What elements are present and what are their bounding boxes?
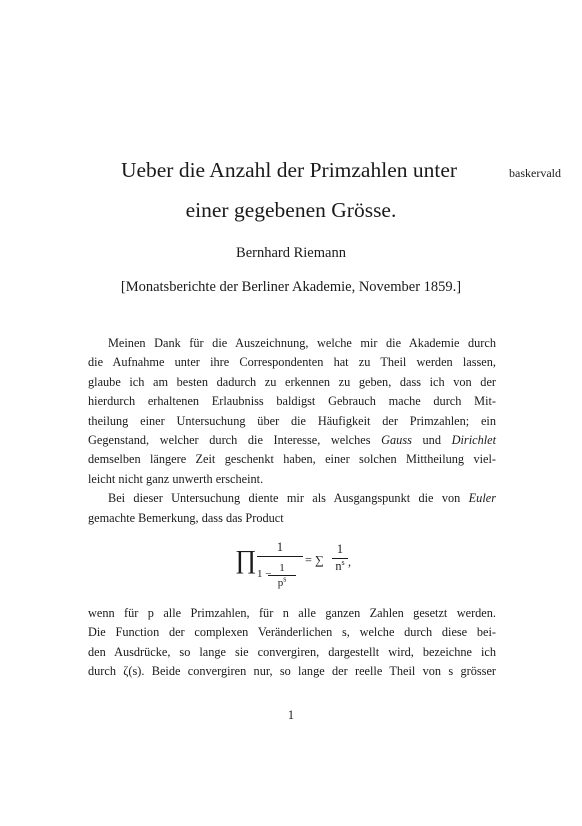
- text-line-with-names: [88, 431, 496, 450]
- product-symbol: ∏: [235, 545, 257, 574]
- title-line-2: einer gegebenen Grösse.: [185, 198, 397, 222]
- name-euler: Euler: [468, 491, 496, 506]
- one-minus: 1 −: [257, 568, 272, 580]
- inner-denominator: [268, 574, 296, 590]
- formula-comma: ,: [348, 555, 352, 569]
- exponent-s: s: [341, 557, 345, 567]
- text-line: Die Function der complexen Veränderlichen s, welche durch diese bei-: [88, 625, 496, 640]
- text-line: durch ζ(s). Beide convergiren nur, so lange der reelle Theil von s grösser: [88, 664, 496, 679]
- text-line: Meinen Dank für die Auszeichnung, welche mir die Akademie durch: [108, 336, 496, 350]
- sum-denominator: [332, 557, 348, 574]
- sum-fraction: [332, 543, 348, 573]
- fraction-bar: [257, 556, 303, 557]
- text-line: wenn für p alle Primzahlen, für n alle ganzen Zahlen gesetzt werden.: [88, 606, 496, 620]
- inner-fraction: [268, 562, 296, 589]
- text-line: theilung einer Untersuchung über die Häufigkeit der Primzahlen; ein: [88, 413, 496, 428]
- text-line: den Ausdrücke, so lange sie convergiren, dargestellt wird, bezeichne ich: [88, 644, 496, 659]
- source-citation: [Monatsberichte der Berliner Akademie, November 1859.]: [120, 279, 462, 295]
- base-p: p: [277, 577, 284, 590]
- text-line: leicht nicht ganz unwerth erscheint.: [88, 471, 264, 486]
- text-line: hierdurch erhaltenen Erlaubniss baldigst Gebrauch mache durch Mit-: [88, 394, 496, 409]
- paragraph-3: [88, 604, 496, 682]
- font-label: baskervald: [509, 166, 561, 180]
- name-dirichlet: Dirichlet: [451, 433, 497, 448]
- exponent-s: s: [283, 574, 287, 584]
- page-number: 1: [287, 708, 295, 722]
- text-fragment: Gegenstand, welcher durch die Interesse, welches: [88, 433, 371, 448]
- author: Bernhard Riemann: [236, 245, 346, 261]
- sum-numerator: 1: [336, 542, 344, 556]
- inner-numerator: 1: [279, 562, 285, 574]
- euler-product-formula: [235, 541, 355, 597]
- numerator: 1: [276, 540, 284, 554]
- fraction-bar: [268, 575, 296, 576]
- text-line: glaube ich am besten dadurch zu erkennen zu geben, dass ich von der: [88, 374, 496, 389]
- text-line-with-name: [88, 489, 496, 508]
- text-fragment: Bei dieser Untersuchung diente mir als Ausgangspunkt die von: [108, 491, 461, 506]
- text-line: gemachte Bemerkung, dass das Product: [88, 510, 284, 525]
- paragraph-1: [88, 334, 496, 528]
- text-fragment: und: [422, 433, 441, 448]
- base-n: n: [335, 558, 342, 573]
- equals-sum: = ∑: [305, 553, 324, 567]
- text-line: die Aufnahme unter ihre Correspondenten hat zu Theil werden lassen,: [88, 355, 496, 370]
- text-line: demselben längere Zeit geschenkt haben, einer solchen Mittheilung viel-: [88, 452, 496, 467]
- title-line-1: Ueber die Anzahl der Primzahlen unter: [120, 158, 458, 182]
- main-fraction: [257, 541, 303, 558]
- name-gauss: Gauss: [381, 433, 412, 448]
